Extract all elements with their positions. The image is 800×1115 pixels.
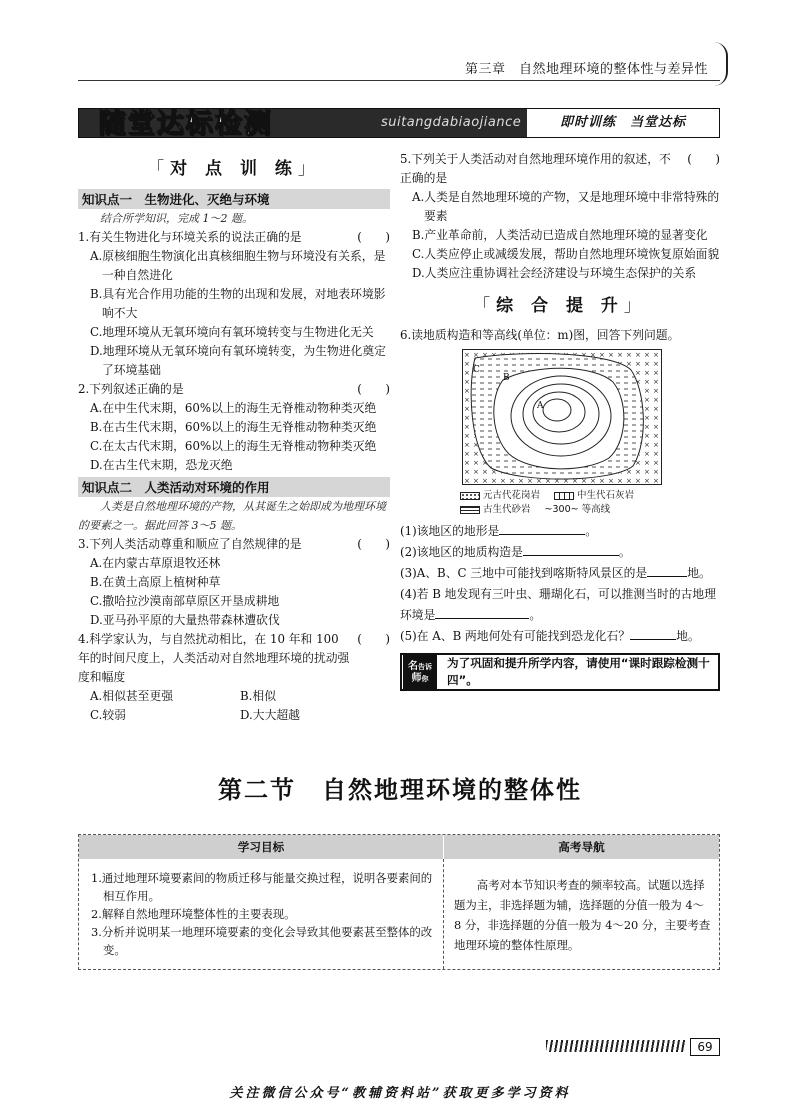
sub-question-1: (1)该地区的地形是 。: [400, 524, 598, 538]
answer-paren: ( ): [357, 537, 390, 551]
banner-title: 随堂达标检测: [99, 109, 273, 140]
knowledge-point-2-intro: 人类是自然地理环境的产物，从其诞生之始即成为地理环境的要素之一。据此回答 3～5 题。: [78, 500, 386, 532]
option-a: A.在中生代末期，60%以上的海生无脊椎动物种类灭绝: [90, 401, 377, 415]
question-3-stem: 3.下列人类活动尊重和顺应了自然规律的是: [78, 537, 302, 551]
option-d: D.在古生代末期，恐龙灭绝: [90, 458, 233, 472]
question-5: [400, 150, 720, 283]
option-a: A.原核细胞生物演化出真核细胞生物与环境没有关系，是一种自然进化: [90, 249, 386, 282]
learning-goals-header: 学习目标: [79, 835, 444, 859]
knowledge-point-1-intro: 结合所学知识，完成 1～2 题。: [100, 212, 253, 225]
limestone-boundary: [494, 368, 624, 469]
option-a: A.相似甚至更强: [90, 689, 174, 703]
option-c: C.人类应停止或减缓发展，帮助自然地理环境恢复原始面貌: [412, 247, 720, 261]
geology-contour-map: [462, 349, 662, 485]
granite-swatch: [460, 492, 480, 500]
label-a: A: [537, 401, 544, 411]
page-number-area: [546, 1038, 720, 1056]
label-c: C: [473, 365, 480, 375]
answer-paren: ( ): [687, 152, 720, 166]
decorative-stripes: [546, 1040, 686, 1052]
header-rule: [78, 80, 720, 81]
map-legend: [460, 489, 720, 517]
option-c: C.较弱: [90, 708, 126, 722]
option-d: D.人类应注重协调社会经济建设与环境生态保护的关系: [412, 266, 697, 280]
sub-question-2: (2)该地区的地质构造是 。: [400, 545, 631, 559]
answer-paren: ( ): [357, 382, 390, 396]
geology-map-svg: [463, 350, 662, 485]
question-2-stem: 2.下列叙述正确的是: [78, 382, 184, 396]
sub-question-5: (5)在 A、B 两地何处有可能找到恐龙化石？ 地。: [400, 629, 700, 643]
option-b: B.产业革命前，人类活动已造成自然地理环境的显著变化: [412, 228, 708, 242]
answer-blank[interactable]: [647, 576, 687, 577]
limestone-swatch: [554, 492, 574, 500]
question-3: [78, 535, 390, 630]
sandstone-swatch: [460, 506, 480, 514]
goals-table: [78, 834, 720, 970]
question-5-stem: 5.下列关于人类活动对自然地理环境作用的叙述，不正确的是: [400, 152, 671, 185]
left-column: [78, 150, 390, 725]
question-6-stem: 6.读地质构造和等高线(单位：m)图，回答下列问题。: [400, 328, 680, 342]
sub-question-3: (3)A、B、C 三地中可能找到喀斯特风景区的是 地。: [400, 566, 711, 580]
option-c: C.地理环境从无氧环境向有氧环境转变与生物进化无关: [90, 325, 374, 339]
legend-sandstone: 古生代砂岩: [483, 504, 531, 515]
question-1: [78, 228, 390, 380]
option-b: B.在古生代末期，60%以上的海生无脊椎动物种类灭绝: [90, 420, 377, 434]
option-c: C.在太古代末期，60%以上的海生无脊椎动物种类灭绝: [90, 439, 377, 453]
option-a: A.人类是自然地理环境的产物，又是地理环境中非常特殊的要素: [412, 190, 720, 223]
exam-navigation-text: 高考对本节知识考查的频率较高。试题以选择题为主，非选择题为辅，选择题的分值一般为 4～8 分，非选择题的分值一般为 4～20 分，主要考查地理环境的整体性原理。: [454, 878, 711, 952]
legend-contour: ~300~ 等高线: [544, 504, 611, 515]
legend-granite: 元古代花岗岩: [483, 490, 541, 501]
banner-slogan: 即时训练 当堂达标: [527, 109, 719, 137]
section-title: 第二节 自然地理环境的整体性: [218, 775, 582, 804]
exam-navigation-header: 高考导航: [558, 840, 605, 854]
answer-blank[interactable]: [523, 555, 619, 556]
question-4: [78, 630, 390, 725]
option-d: D.地理环境从无氧环境向有氧环境转变，为生物进化奠定了环境基础: [90, 344, 386, 377]
page-number: 69: [690, 1038, 720, 1056]
option-b: B.具有光合作用功能的生物的出现和发展，对地表环境影响不大: [90, 287, 386, 320]
teacher-tip-box: [400, 653, 720, 691]
right-column: [400, 150, 720, 691]
option-a: A.在内蒙古草原退牧还林: [90, 556, 221, 570]
option-d: D.亚马孙平原的大量热带森林遭砍伐: [90, 613, 280, 627]
goal-item: 1.通过地理环境要素间的物质迁移与能量交换过程，说明各要素间的相互作用。: [91, 871, 433, 903]
banner-pinyin: suitangdabiaojiance: [381, 115, 522, 130]
goal-item: 3.分析并说明某一地理环境要素的变化会导致其他要素甚至整体的改变。: [91, 925, 433, 957]
question-2: [78, 380, 390, 475]
chapter-header: 第三章 自然地理环境的整体性与差异性: [464, 62, 708, 77]
answer-blank[interactable]: [630, 639, 676, 640]
learning-goals-list: [79, 859, 444, 969]
goal-item: 2.解释自然地理环境整体性的主要表现。: [91, 907, 296, 921]
question-6: [400, 326, 720, 345]
question-1-stem: 1.有关生物进化与环境关系的说法正确的是: [78, 230, 302, 244]
label-b: B: [503, 373, 510, 383]
goals-table-body: [79, 859, 719, 969]
option-b: B.相似: [240, 689, 277, 703]
knowledge-point-1-title: 知识点一 生物进化、灭绝与环境: [78, 189, 390, 209]
question-4-stem: 4.科学家认为，与自然扰动相比，在 10 年和 100 年的时间尺度上，人类活动对自然地理环境的扰动强度和幅度: [78, 632, 350, 684]
sub-question-4: (4)若 B 地发现有三叶虫、珊瑚化石，可以推测当时的古地理环境是 。: [400, 587, 717, 622]
teacher-badge: 名告诉 师你: [403, 655, 437, 689]
section-label-practice: 「对 点 训 练」: [147, 159, 321, 179]
answer-blank[interactable]: [499, 534, 585, 535]
legend-limestone: 中生代石灰岩: [577, 490, 635, 501]
option-b: B.在黄土高原上植树种草: [90, 575, 221, 589]
footer-note: 关注微信公众号“教辅资料站”获取更多学习资料: [229, 1086, 571, 1101]
answer-paren: ( ): [357, 632, 390, 646]
goals-table-header: [79, 835, 719, 859]
option-d: D.大大超越: [240, 708, 300, 722]
answer-blank[interactable]: [435, 618, 529, 619]
section-label-comprehensive: 「综 合 提 升」: [473, 296, 647, 316]
banner: [78, 108, 720, 138]
answer-paren: ( ): [357, 230, 390, 244]
teacher-tip-text: 为了巩固和提升所学内容，请使用“课时跟踪检测十四”。: [447, 656, 710, 687]
knowledge-point-2-title: 知识点二 人类活动对环境的作用: [78, 477, 390, 497]
option-c: C.撒哈拉沙漠南部草原区开垦成耕地: [90, 594, 280, 608]
